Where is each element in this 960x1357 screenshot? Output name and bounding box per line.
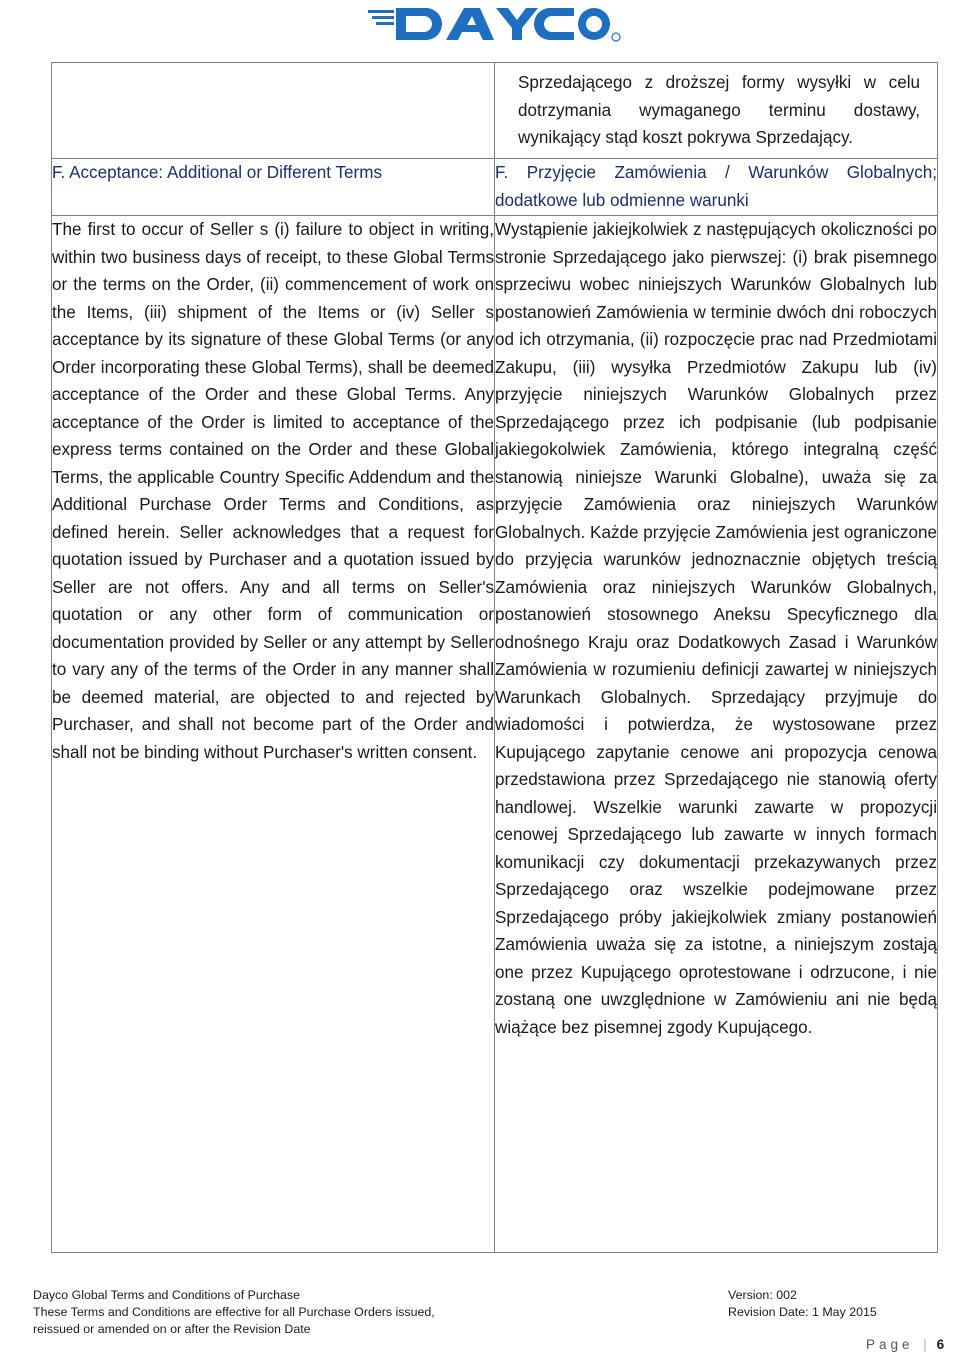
row-top-right-text: Sprzedającego z droższej formy wysyłki w celu dotrzymania wymaganego terminu dostawy, wynikający stąd koszt pokrywa Sprzedający. (518, 73, 920, 147)
footer-left (33, 1287, 553, 1338)
section-heading-pl: F. Przyjęcie Zamówienia / Warunków Globalnych; dodatkowe lub odmienne warunki (495, 163, 937, 210)
table-row (52, 216, 938, 1253)
footer-version: Version: 002 (728, 1288, 797, 1302)
dayco-logo (368, 2, 624, 44)
footer-revision-note: reissued or amended on or after the Revision Date (33, 1322, 311, 1336)
table-row (52, 63, 938, 159)
footer-revision-date: Revision Date: 1 May 2015 (728, 1305, 877, 1319)
row-top-right-cell (495, 63, 938, 159)
section-body-pl: Wystąpienie jakiejkolwiek z następujących okoliczności po stronie Sprzedającego jako pierwszej: (i) brak pisemnego sprzeciwu wobec niniejszych Warunków Globalnych lub postanowień Zamówienia w terminie dwóch dni roboczych od ich otrzymania, (ii) rozpoczęcie prac nad Przedmiotami Zakupu, (iii) wysyłka Przedmiotów Zakupu lub (iv) przyjęcie niniejszych Warunków Globalnych przez Sprzedającego przez ich podpisanie (lub podpisanie jakiegokolwiek Zamówienia, którego integralną część stanowią niniejsze Warunki Globalne), uważa się za przyjęcie Zamówienia oraz niniejszych Warunków Globalnych. Każde przyjęcie Zamówienia jest ograniczone do przyjęcia warunków jednoznacznie objętych treścią Zamówienia oraz niniejszych Warunków Globalnych, postanowień stosownego Aneksu Specyficznego dla odnośnego Kraju oraz Dodatkowych Zasad i Warunków Zamówienia w rozumieniu definicji zawartej w niniejszych Warunkach Globalnych. Sprzedający przyjmuje do wiadomości i potwierdza, że wystosowane przez Kupującego zapytanie cenowe ani propozycja cenowa przedstawiona przez Sprzedającego nie stanowią oferty handlowej. Wszelkie warunki zawarte w propozycji cenowej Sprzedającego lub zawarte w innych formach komunikacji czy dokumentacji przekazywanych przez Sprzedającego oraz wszelkie podejmowane przez Sprzedającego próby jakiejkolwiek zmiany postanowień Zamówienia uważa się za istotne, a niniejszym zostają one przez Kupującego oprotestowane i odrzucone, i nie zostaną one uwzględnione w Zamówieniu ani nie będą wiążące bez pisemnej zgody Kupującego. (495, 220, 937, 1037)
terms-table (51, 62, 938, 1253)
section-body-en: The first to occur of Seller s (i) failure to object in writing, within two business days of receipt, to these Global Terms or the terms on the Order, (ii) commencement of work on the Items, (iii) shipment of the Items or (iv) Seller s acceptance by its signature of these Global Terms (or any Order incorporating these Global Terms), shall be deemed acceptance of the Order and these Global Terms. Any acceptance of the Order is limited to acceptance of the express terms contained on the Order and these Global Terms, the applicable Country Specific Addendum and the Additional Purchase Order Terms and Conditions, as defined herein. Seller acknowledges that a request for quotation issued by Purchaser and a quotation issued by Seller are not offers. Any and all terms on Seller's quotation or any other form of communication or documentation provided by Seller or any attempt by Seller to vary any of the terms of the Order in any manner shall be deemed material, are objected to and rejected by Purchaser, and shall not become part of the Order and shall not be binding without Purchaser's written consent. (52, 220, 494, 762)
section-heading-en: F. Acceptance: Additional or Different Terms (52, 163, 383, 182)
page-number (866, 1337, 944, 1352)
page-label: Page (866, 1337, 914, 1352)
footer-effective-text: These Terms and Conditions are effective for all Purchase Orders issued, (33, 1305, 435, 1319)
page-separator: | (923, 1337, 927, 1352)
heading-pl-cell (495, 159, 938, 216)
heading-en-cell (52, 159, 495, 216)
footer-doc-title: Dayco Global Terms and Conditions of Purchase (33, 1288, 300, 1302)
body-pl-cell (495, 216, 938, 1253)
page-number-value: 6 (936, 1337, 945, 1352)
body-en-cell (52, 216, 495, 1253)
footer-right (728, 1287, 928, 1321)
row-top-left-cell (52, 63, 495, 159)
table-row (52, 159, 938, 216)
